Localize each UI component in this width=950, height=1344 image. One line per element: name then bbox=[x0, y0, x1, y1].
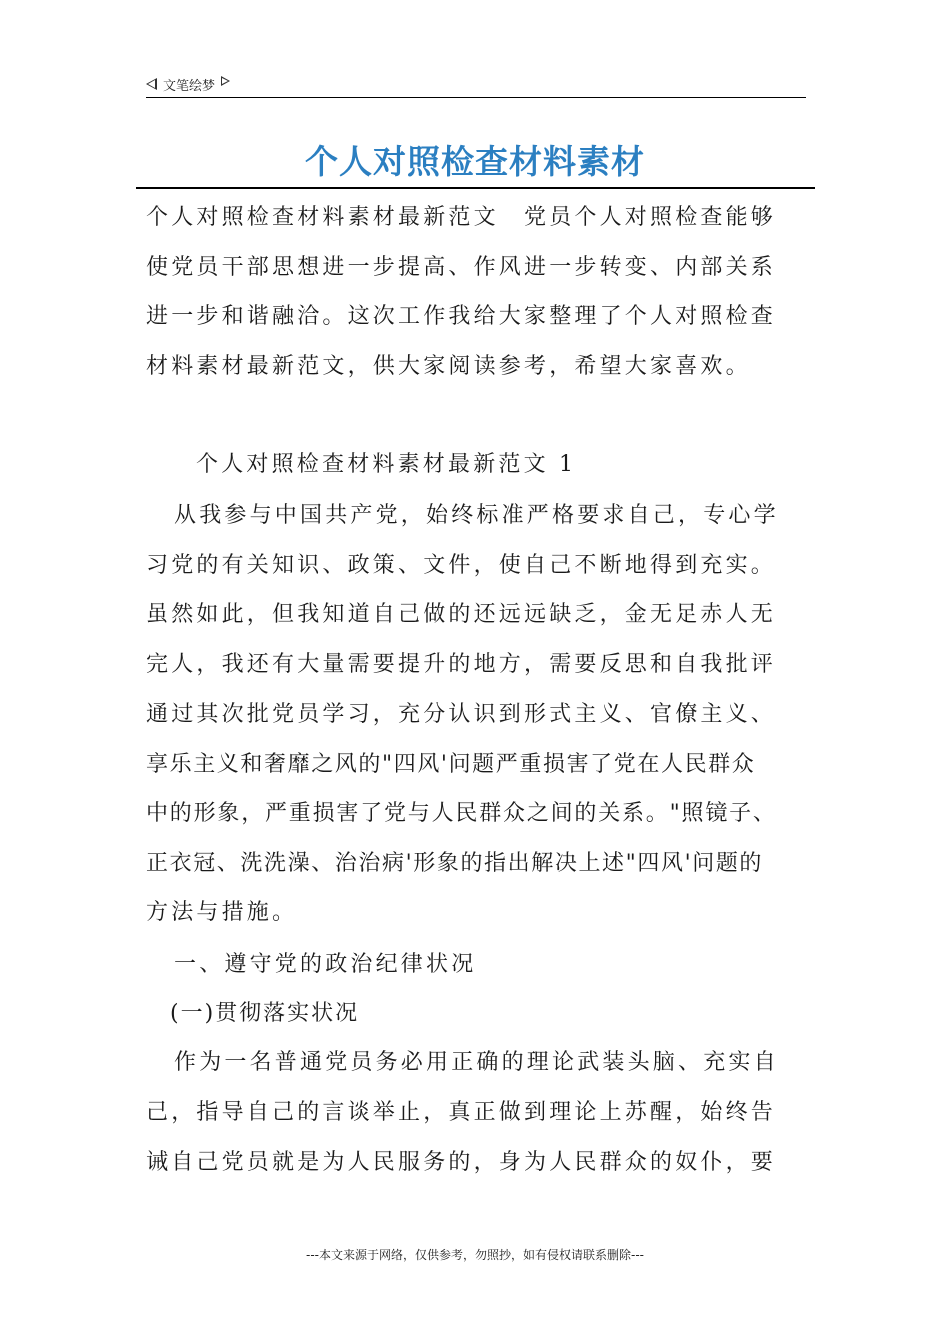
text-line: 从我参与中国共产党，始终标准严格要求自己，专心学 bbox=[174, 503, 779, 528]
text-line: 作为一名普通党员务必用正确的理论武装头脑、充实自 bbox=[174, 1050, 779, 1075]
page-title: 个人对照检查材料素材 bbox=[305, 142, 645, 181]
triangle-right-icon bbox=[221, 76, 230, 86]
section-heading: 个人对照检查材料素材最新范文 1 bbox=[196, 452, 577, 477]
text-line: 享乐主义和奢靡之风的"四风'问题严重损害了党在人民群众 bbox=[146, 752, 756, 777]
subsection-heading: (一)贯彻落实状况 bbox=[170, 1001, 360, 1026]
section-heading: 一、遵守党的政治纪律状况 bbox=[174, 952, 477, 977]
footer-note: ---本文来源于网络，仅供参考，勿照抄，如有侵权请联系删除--- bbox=[306, 1248, 644, 1262]
text-line: 中的形象，严重损害了党与人民群众之间的关系。"照镜子、 bbox=[146, 801, 777, 826]
text-line: 使党员干部思想进一步提高、作风进一步转变、内部关系 bbox=[146, 255, 777, 280]
title-rule bbox=[136, 187, 815, 189]
brand-text: 文笔绘梦 bbox=[163, 78, 216, 94]
text-line: 正衣冠、洗洗澡、治治病'形象的指出解决上述"四风'问题的 bbox=[146, 851, 764, 876]
text-line: 进一步和谐融洽。这次工作我给大家整理了个人对照检查 bbox=[146, 304, 777, 329]
text-line: 个人对照检查材料素材最新范文 党员个人对照检查能够 bbox=[146, 205, 777, 230]
text-line: 材料素材最新范文，供大家阅读参考，希望大家喜欢。 bbox=[146, 354, 751, 379]
header-rule bbox=[146, 97, 806, 98]
text-line: 方法与措施。 bbox=[146, 900, 298, 925]
text-line: 诫自己党员就是为人民服务的，身为人民群众的奴仆，要 bbox=[146, 1150, 777, 1175]
text-line: 己，指导自己的言谈举止，真正做到理论上苏醒，始终告 bbox=[146, 1100, 777, 1125]
text-line: 虽然如此，但我知道自己做的还远远缺乏，金无足赤人无 bbox=[146, 602, 777, 627]
text-line: 习党的有关知识、政策、文件，使自己不断地得到充实。 bbox=[146, 553, 777, 578]
header-brand bbox=[146, 72, 230, 96]
text-line: 完人，我还有大量需要提升的地方，需要反思和自我批评 bbox=[146, 652, 777, 677]
text-line: 通过其次批党员学习，充分认识到形式主义、官僚主义、 bbox=[146, 702, 777, 727]
triangle-left-icon bbox=[146, 78, 157, 90]
